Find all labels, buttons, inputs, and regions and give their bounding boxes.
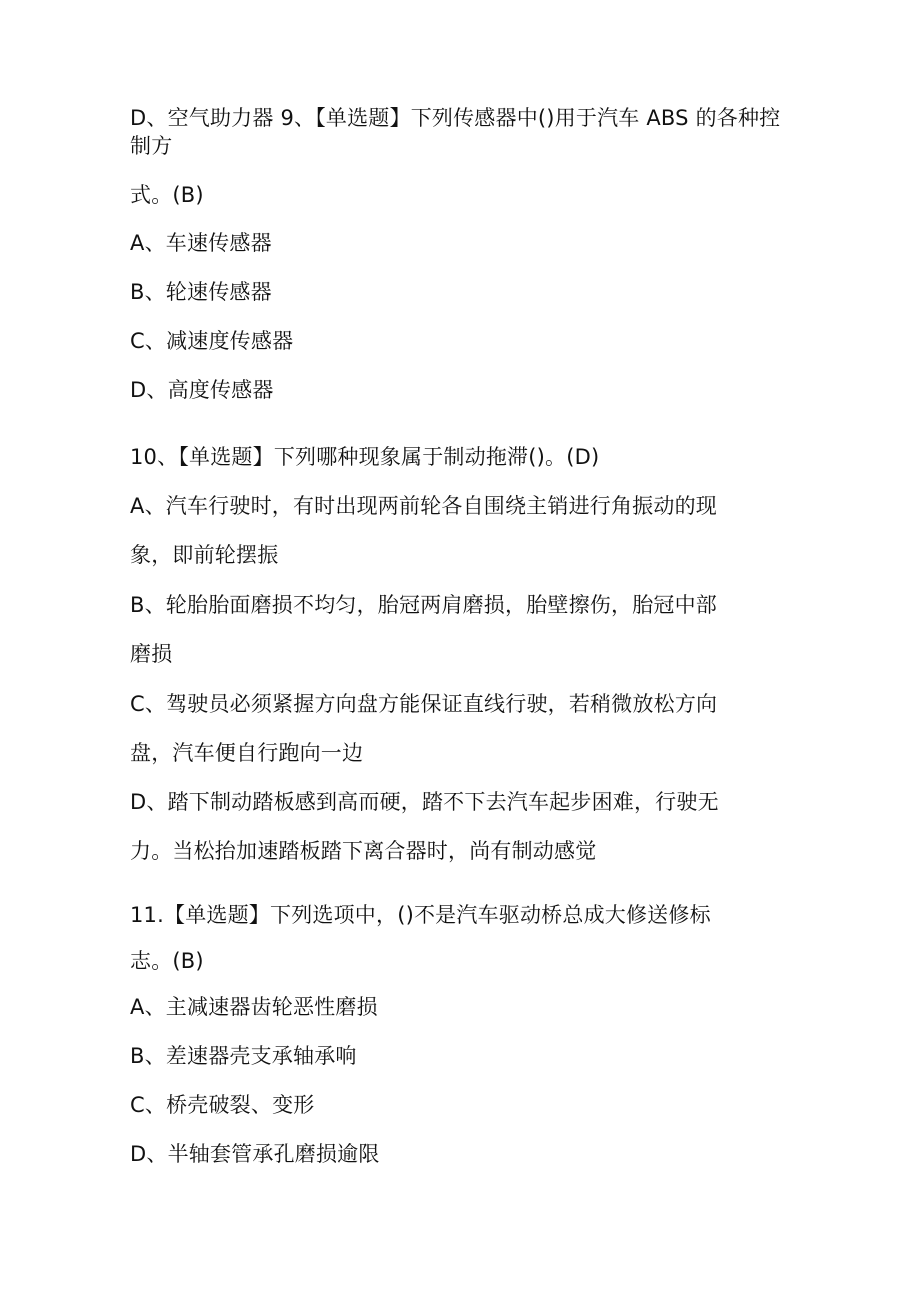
- question-9-stem-continued: 式。(B): [130, 183, 204, 207]
- question-11-stem: 11.【单选题】下列选项中，()不是汽车驱动桥总成大修送修标: [130, 903, 711, 927]
- question-11-option-d: D、半轴套管承孔磨损逾限: [130, 1142, 380, 1166]
- question-10-option-a: A、汽车行驶时，有时出现两前轮各自围绕主销进行角振动的现: [130, 494, 717, 518]
- question-11-option-b: B、差速器壳支承轴承响: [130, 1044, 357, 1068]
- question-10-option-c-continued: 盘，汽车便自行跑向一边: [130, 741, 364, 765]
- question-10-stem: 10、【单选题】下列哪种现象属于制动拖滞()。(D): [130, 445, 600, 469]
- question-10-option-d-continued: 力。当松抬加速踏板踏下离合器时，尚有制动感觉: [130, 839, 597, 863]
- question-9-option-d: D、高度传感器: [130, 378, 274, 402]
- question-9-option-c: C、减速度传感器: [130, 329, 294, 353]
- question-10-option-a-continued: 象，即前轮摆振: [130, 543, 279, 567]
- question-11-option-c: C、桥壳破裂、变形: [130, 1093, 315, 1117]
- question-10-option-c: C、驾驶员必须紧握方向盘方能保证直线行驶，若稍微放松方向: [130, 692, 718, 716]
- question-10-option-d: D、踏下制动踏板感到高而硬，踏不下去汽车起步困难，行驶无: [130, 790, 719, 814]
- question-11-option-a: A、主减速器齿轮恶性磨损: [130, 995, 378, 1019]
- question-11-stem-continued: 志。(B): [130, 949, 204, 973]
- question-10-option-b: B、轮胎胎面磨损不均匀，胎冠两肩磨损，胎壁擦伤，胎冠中部: [130, 593, 718, 617]
- question-10-option-b-continued: 磨损: [130, 642, 173, 666]
- question-9-option-b: B、轮速传感器: [130, 280, 272, 304]
- question-9-stem: D、空气助力器 9、【单选题】下列传感器中()用于汽车 ABS 的各种控制方: [130, 106, 781, 158]
- question-9-option-a: A、车速传感器: [130, 231, 272, 255]
